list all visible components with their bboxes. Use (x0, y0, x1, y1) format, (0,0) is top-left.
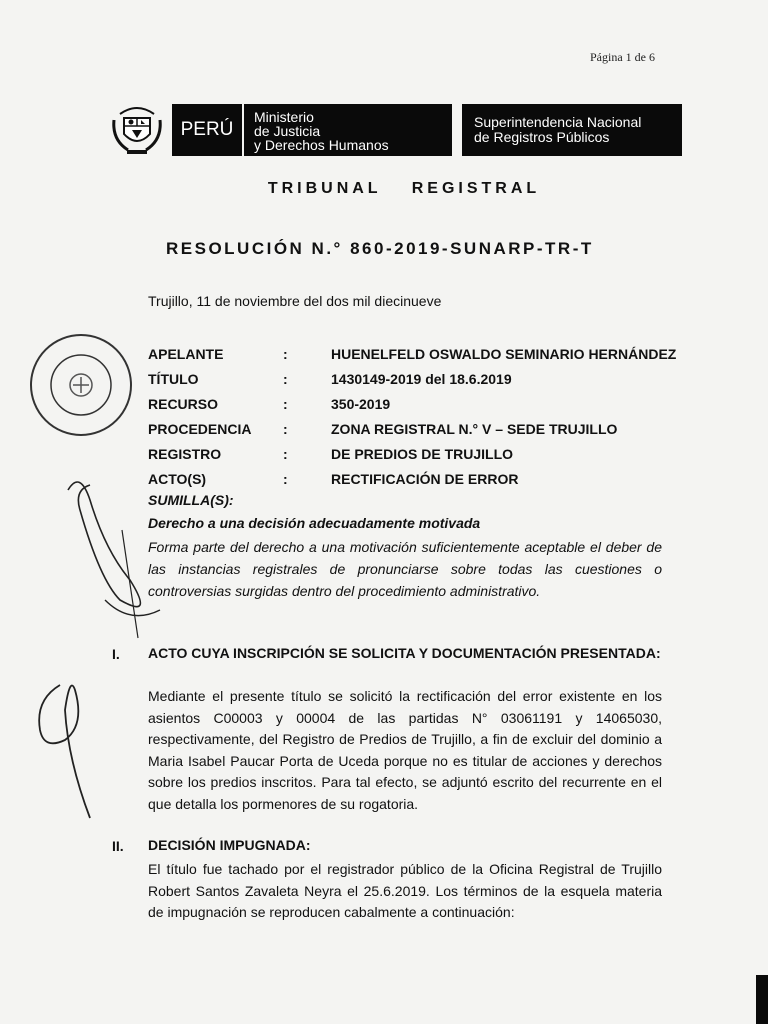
detail-colon: : (283, 470, 288, 487)
detail-row-titulo (148, 366, 748, 391)
scan-edge-mark (756, 975, 768, 1024)
ministerio-logo (244, 104, 452, 156)
detail-colon: : (283, 420, 288, 437)
document-date: Trujillo, 11 de noviembre del dos mil diecinueve (148, 293, 442, 309)
detail-row-procedencia (148, 416, 748, 441)
detail-colon: : (283, 395, 288, 412)
peru-logo (172, 104, 242, 156)
detail-label: REGISTRO (148, 445, 222, 462)
detail-colon: : (283, 445, 288, 462)
detail-label: ACTO(S) (148, 470, 207, 487)
detail-value: RECTIFICACIÓN DE ERROR (331, 470, 519, 487)
detail-value: HUENELFELD OSWALDO SEMINARIO HERNÁNDEZ (331, 345, 677, 362)
detail-value: ZONA REGISTRAL N.° V – SEDE TRUJILLO (331, 420, 618, 437)
initials-icon (30, 670, 100, 820)
ministerio-line-1: Ministerio (254, 109, 314, 125)
section-2-number: II. (112, 838, 124, 854)
signature-icon (60, 470, 170, 640)
detail-row-registro (148, 441, 748, 466)
case-details (148, 341, 748, 491)
sunarp-line-1: Superintendencia Nacional (474, 114, 642, 130)
ministerio-line-3: y Derechos Humanos (254, 137, 389, 153)
detail-row-recurso (148, 391, 748, 416)
detail-label: RECURSO (148, 395, 219, 412)
detail-value: DE PREDIOS DE TRUJILLO (331, 445, 514, 462)
coat-of-arms-icon (110, 100, 164, 158)
page-number: Página 1 de 6 (590, 50, 655, 64)
sunarp-line-2: de Registros Públicos (474, 129, 610, 145)
detail-colon: : (283, 345, 288, 362)
section-1-text: Mediante el presente título se solicitó la rectificación del error existente en los asientos C00003 y 00004 de las partidas N° 03061191 y 14065030, respectivamente, del Registro de Predios de Trujillo, a fin de excluir del dominio a Maria Isabel Paucar Porta de Uceda porque no es titular de acciones y derechos sobre los predios inscritos. Para tal efecto, se adjuntó escrito del recurrente en el que detalla los pormenores de su rogatoria. (148, 688, 662, 812)
tribunal-heading: TRIBUNAL REGISTRAL (267, 180, 541, 197)
section-1-number: I. (112, 646, 120, 662)
registry-seal-icon (26, 330, 136, 440)
detail-value: 1430149-2019 del 18.6.2019 (331, 370, 512, 387)
sumilla-title: Derecho a una decisión adecuadamente motivada (148, 515, 481, 531)
detail-row-apelante (148, 341, 748, 366)
section-1-title: ACTO CUYA INSCRIPCIÓN SE SOLICITA Y DOCUMENTACIÓN PRESENTADA: (148, 645, 661, 661)
section-2-text: El título fue tachado por el registrador público de la Oficina Registral de Trujillo Robert Santos Zavaleta Neyra el 25.6.2019. Los términos de la esquela materia de impugnación se reproducen cabalmente a continuación: (148, 861, 662, 920)
sumilla-text: Forma parte del derecho a una motivación suficientemente aceptable el deber de las instancias registrales de pronunciarse sobre todas las cuestiones o controversias surgidas dentro del procedimiento administrativo. (148, 539, 662, 599)
resolution-number: RESOLUCIÓN N.° 860-2019-SUNARP-TR-T (166, 239, 594, 258)
ministerio-line-2: de Justicia (254, 123, 321, 139)
detail-colon: : (283, 370, 288, 387)
detail-label: APELANTE (148, 345, 224, 362)
sunarp-logo (462, 104, 682, 156)
peru-label: PERÚ (180, 119, 234, 140)
sumilla-label: SUMILLA(S): (148, 492, 234, 508)
detail-label: TÍTULO (148, 370, 199, 387)
section-2-title: DECISIÓN IMPUGNADA: (148, 837, 311, 853)
detail-value: 350-2019 (331, 395, 391, 412)
detail-label: PROCEDENCIA (148, 420, 252, 437)
detail-row-actos (148, 466, 748, 491)
